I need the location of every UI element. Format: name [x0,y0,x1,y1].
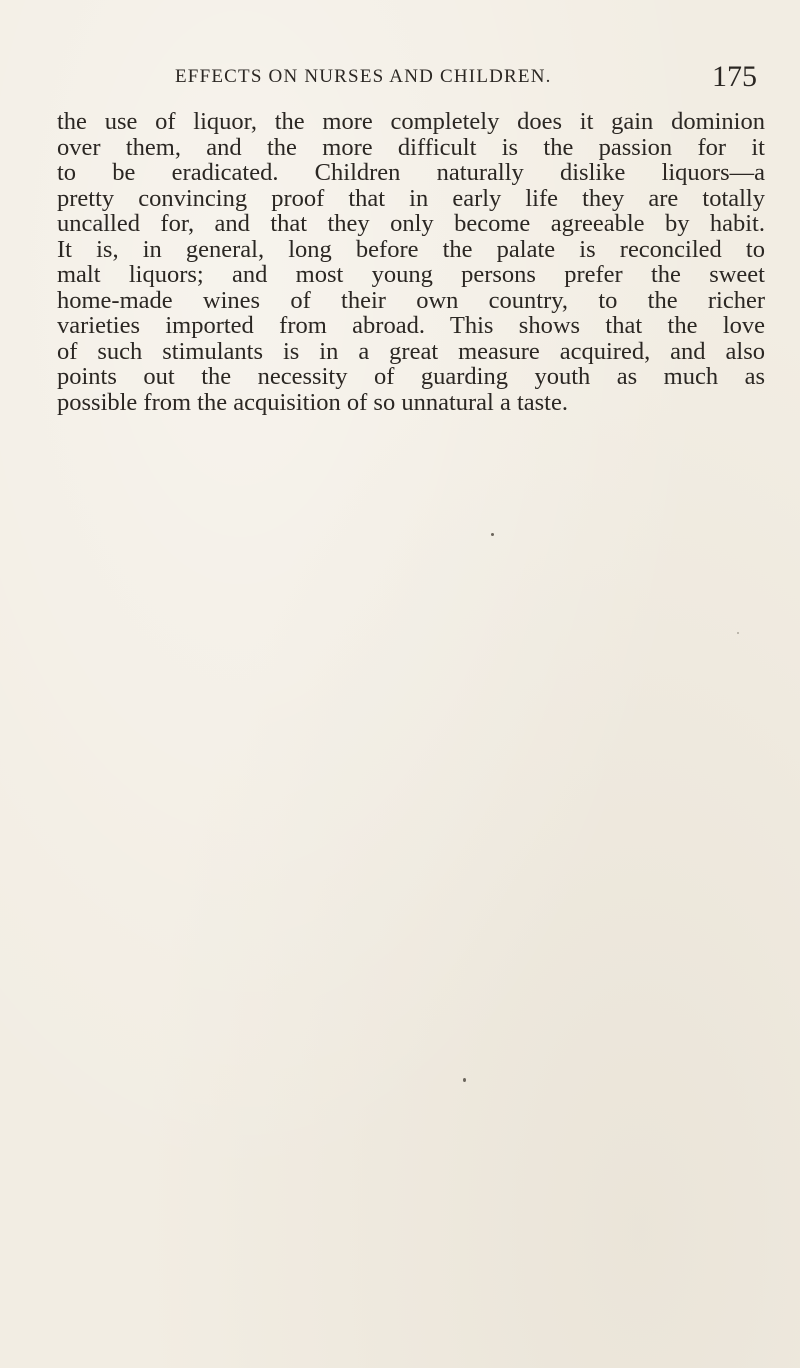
text-line: uncalled for, and that they only become agreeable by habit. [57,210,765,237]
page-number: 175 [712,60,757,93]
text-line: possible from the acquisition of so unnatural a taste. [57,388,568,416]
ink-speck [491,533,494,536]
text-line: to be eradicated. Children naturally dislike liquors—a [57,159,765,186]
text-line: over them, and the more difficult is the passion for it [57,133,765,161]
text-line: malt liquors; and most young persons prefer the sweet [57,261,765,288]
text-line: points out the necessity of guarding youth as much as [57,363,765,390]
running-title: EFFECTS ON NURSES AND CHILDREN. [175,66,552,87]
text-line: of such stimulants is in a great measure acquired, and also [57,337,765,365]
text-line: It is, in general, long before the palate is reconciled to [57,235,765,263]
text-line: the use of liquor, the more completely does it gain dominion [57,108,765,135]
running-head [0,60,800,106]
ink-speck [737,632,739,634]
text-line: pretty convincing proof that in early life they are totally [57,184,765,212]
text-line: varieties imported from abroad. This shows that the love [57,312,765,339]
text-line: home-made wines of their own country, to the richer [57,286,765,314]
body-paragraph [57,109,765,415]
ink-speck [463,1078,466,1082]
